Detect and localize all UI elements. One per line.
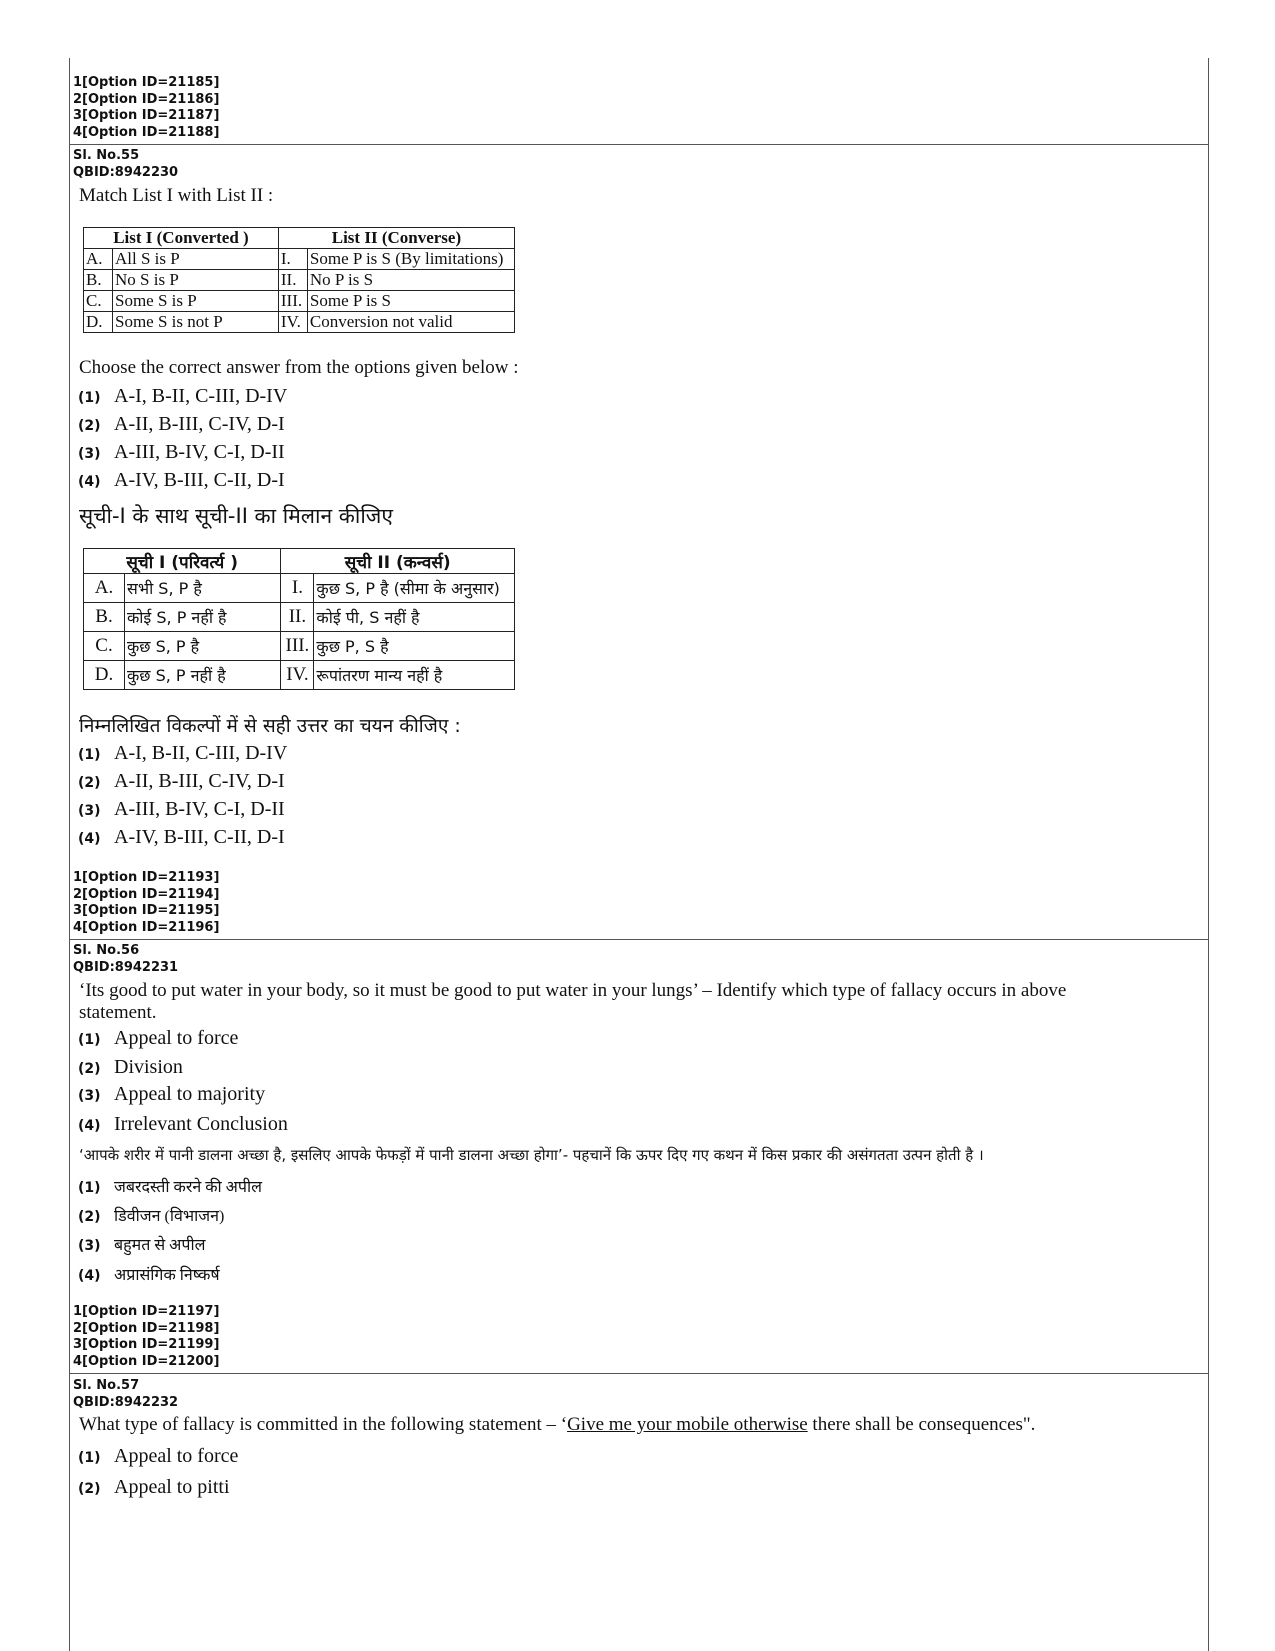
q57-option-en: [78, 1476, 230, 1499]
table-cell: A.: [84, 249, 113, 270]
option-number: (3): [78, 446, 101, 462]
option-id: 1[Option ID=21197]: [73, 1304, 220, 1319]
top-option-ids: [73, 75, 219, 141]
option-id: 4[Option ID=21200]: [73, 1353, 220, 1369]
option-text: Division: [114, 1056, 183, 1078]
option-id: 3[Option ID=21195]: [73, 903, 220, 918]
option-text: A-II, B-III, C-IV, D-I: [114, 413, 285, 435]
table-row: [84, 270, 515, 291]
q55-prompt-hi: सूची-I के साथ सूची-II का मिलान कीजिए: [79, 504, 394, 528]
q55-option-hi: [78, 798, 285, 821]
option-text: Irrelevant Conclusion: [114, 1113, 288, 1135]
prompt-underlined-text: Give me your mobile otherwise: [567, 1414, 808, 1435]
option-number: (2): [78, 1209, 101, 1225]
divider: [70, 144, 1208, 145]
q56-option-ids: [73, 1304, 219, 1370]
q56-header: [73, 943, 178, 976]
table-cell: A.: [84, 574, 125, 603]
table-row: [84, 603, 515, 632]
option-text: डिवीजन (विभाजन): [114, 1208, 225, 1225]
qbid: QBID:8942231: [73, 959, 179, 975]
option-text: अप्रासंगिक निष्कर्ष: [114, 1267, 220, 1284]
option-text: A-IV, B-III, C-II, D-I: [114, 826, 285, 848]
table-cell: रूपांतरण मान्य नहीं है: [314, 661, 515, 690]
option-id: 1[Option ID=21193]: [73, 870, 220, 885]
table-cell: III.: [278, 291, 307, 312]
table-cell: कुछ S, P है: [125, 632, 281, 661]
option-number: (1): [78, 390, 101, 406]
table-cell: I.: [281, 574, 314, 603]
table-cell: कोई पी, S नहीं है: [314, 603, 515, 632]
table-cell: D.: [84, 661, 125, 690]
q57-option-en: [78, 1445, 238, 1468]
option-id: 2[Option ID=21198]: [73, 1320, 220, 1336]
option-number: (3): [78, 1088, 101, 1104]
q55-option-ids: [73, 870, 219, 936]
qbid: QBID:8942232: [73, 1394, 179, 1410]
table-cell: No P is S: [307, 270, 514, 291]
option-text: A-I, B-II, C-III, D-IV: [114, 742, 288, 764]
table-cell: Some P is S (By limitations): [307, 249, 514, 270]
table-cell: कुछ S, P नहीं है: [125, 661, 281, 690]
q55-option-en: [78, 385, 287, 408]
prompt-text: What type of fallacy is committed in the following statement – ‘: [79, 1414, 568, 1435]
option-id: 3[Option ID=21199]: [73, 1337, 220, 1352]
option-id: 4[Option ID=21196]: [73, 919, 220, 935]
option-text: Appeal to majority: [114, 1083, 266, 1105]
option-number: (2): [78, 1481, 101, 1497]
table-cell: C.: [84, 291, 113, 312]
q55-option-hi: [78, 742, 287, 765]
option-id: 2[Option ID=21186]: [73, 91, 220, 107]
table-cell: IV.: [278, 312, 307, 333]
q57-header: [73, 1378, 178, 1411]
table-cell: III.: [281, 632, 314, 661]
option-id: 4[Option ID=21188]: [73, 124, 220, 140]
table-cell: No S is P: [113, 270, 279, 291]
option-text: Appeal to pitti: [114, 1476, 230, 1498]
table-cell: B.: [84, 270, 113, 291]
table-header: सूची I (परिवर्त्य ): [84, 549, 281, 574]
table-cell: कुछ S, P है (सीमा के अनुसार): [314, 574, 515, 603]
option-number: (1): [78, 1032, 101, 1048]
q55-option-hi: [78, 826, 285, 849]
q56-option-en: [78, 1083, 265, 1106]
q55-table-hi: [83, 548, 515, 690]
table-cell: Some P is S: [307, 291, 514, 312]
serial-number: Sl. No.57: [73, 1378, 140, 1393]
q56-option-en: [78, 1027, 238, 1050]
table-header: List I (Converted ): [84, 228, 279, 249]
option-number: (4): [78, 1268, 101, 1284]
option-text: A-IV, B-III, C-II, D-I: [114, 469, 285, 491]
q56-prompt-hi: ‘आपके शरीर में पानी डालना अच्छा है, इसलिए आपके फेफड़ों में पानी डालना अच्छा होगा’- पहचानें कि ऊपर दिए गए कथन में किस प्रकार की असंगतता उत्पन होती है ।: [79, 1146, 984, 1164]
q56-option-hi: [78, 1233, 205, 1255]
option-text: Appeal to force: [114, 1445, 239, 1467]
table-cell: कुछ P, S है: [314, 632, 515, 661]
q57-prompt-en: [79, 1414, 1035, 1436]
option-number: (1): [78, 1180, 101, 1196]
serial-number: Sl. No.55: [73, 148, 140, 163]
table-row: [84, 312, 515, 333]
option-number: (4): [78, 1118, 101, 1134]
option-number: (2): [78, 775, 101, 791]
table-header: List II (Converse): [278, 228, 514, 249]
table-row: [84, 291, 515, 312]
table-header: सूची II (कन्वर्स): [281, 549, 515, 574]
q56-option-hi: [78, 1175, 262, 1197]
table-cell: II.: [281, 603, 314, 632]
table-cell: कोई S, P नहीं है: [125, 603, 281, 632]
table-cell: Some S is not P: [113, 312, 279, 333]
option-number: (4): [78, 474, 101, 490]
page-frame: [69, 58, 1209, 1651]
serial-number: Sl. No.56: [73, 943, 140, 958]
option-number: (2): [78, 1061, 101, 1077]
option-number: (4): [78, 831, 101, 847]
q56-option-en: [78, 1056, 183, 1079]
option-number: (3): [78, 1238, 101, 1254]
q55-option-en: [78, 441, 285, 464]
option-number: (1): [78, 747, 101, 763]
q55-choose-hi: निम्नलिखित विकल्पों में से सही उत्तर का चयन कीजिए :: [79, 715, 461, 737]
qbid: QBID:8942230: [73, 164, 179, 180]
table-row: [84, 249, 515, 270]
table-row: [84, 632, 515, 661]
q55-option-en: [78, 469, 285, 492]
table-cell: II.: [278, 270, 307, 291]
option-number: (3): [78, 803, 101, 819]
table-row: [84, 574, 515, 603]
q55-option-hi: [78, 770, 285, 793]
option-text: A-III, B-IV, C-I, D-II: [114, 441, 285, 463]
table-cell: Conversion not valid: [307, 312, 514, 333]
table-cell: All S is P: [113, 249, 279, 270]
option-text: A-I, B-II, C-III, D-IV: [114, 385, 288, 407]
table-cell: C.: [84, 632, 125, 661]
option-id: 3[Option ID=21187]: [73, 108, 220, 123]
option-text: A-III, B-IV, C-I, D-II: [114, 798, 285, 820]
option-number: (1): [78, 1450, 101, 1466]
prompt-text: there shall be consequences".: [807, 1414, 1036, 1435]
q55-option-en: [78, 413, 285, 436]
divider: [70, 1373, 1208, 1374]
option-number: (2): [78, 418, 101, 434]
table-cell: I.: [278, 249, 307, 270]
option-text: A-II, B-III, C-IV, D-I: [114, 770, 285, 792]
q56-option-hi: [78, 1263, 220, 1285]
table-cell: सभी S, P है: [125, 574, 281, 603]
q55-choose-en: Choose the correct answer from the options given below :: [79, 357, 519, 378]
table-cell: IV.: [281, 661, 314, 690]
q56-prompt-en: ‘Its good to put water in your body, so it must be good to put water in your lungs’ – Identify which type of fallacy occurs in above statement.: [79, 980, 1067, 1023]
option-text: जबरदस्ती करने की अपील: [114, 1179, 262, 1196]
table-cell: B.: [84, 603, 125, 632]
q55-prompt-en: Match List I with List II :: [79, 185, 274, 206]
table-cell: D.: [84, 312, 113, 333]
table-row: [84, 661, 515, 690]
option-text: बहुमत से अपील: [114, 1237, 206, 1254]
option-id: 2[Option ID=21194]: [73, 886, 220, 902]
q55-header: [73, 148, 178, 181]
option-id: 1[Option ID=21185]: [73, 75, 220, 90]
table-cell: Some S is P: [113, 291, 279, 312]
divider: [70, 939, 1208, 940]
q55-table-en: [83, 227, 515, 333]
q56-option-hi: [78, 1204, 224, 1226]
q56-option-en: [78, 1113, 288, 1136]
option-text: Appeal to force: [114, 1027, 239, 1049]
